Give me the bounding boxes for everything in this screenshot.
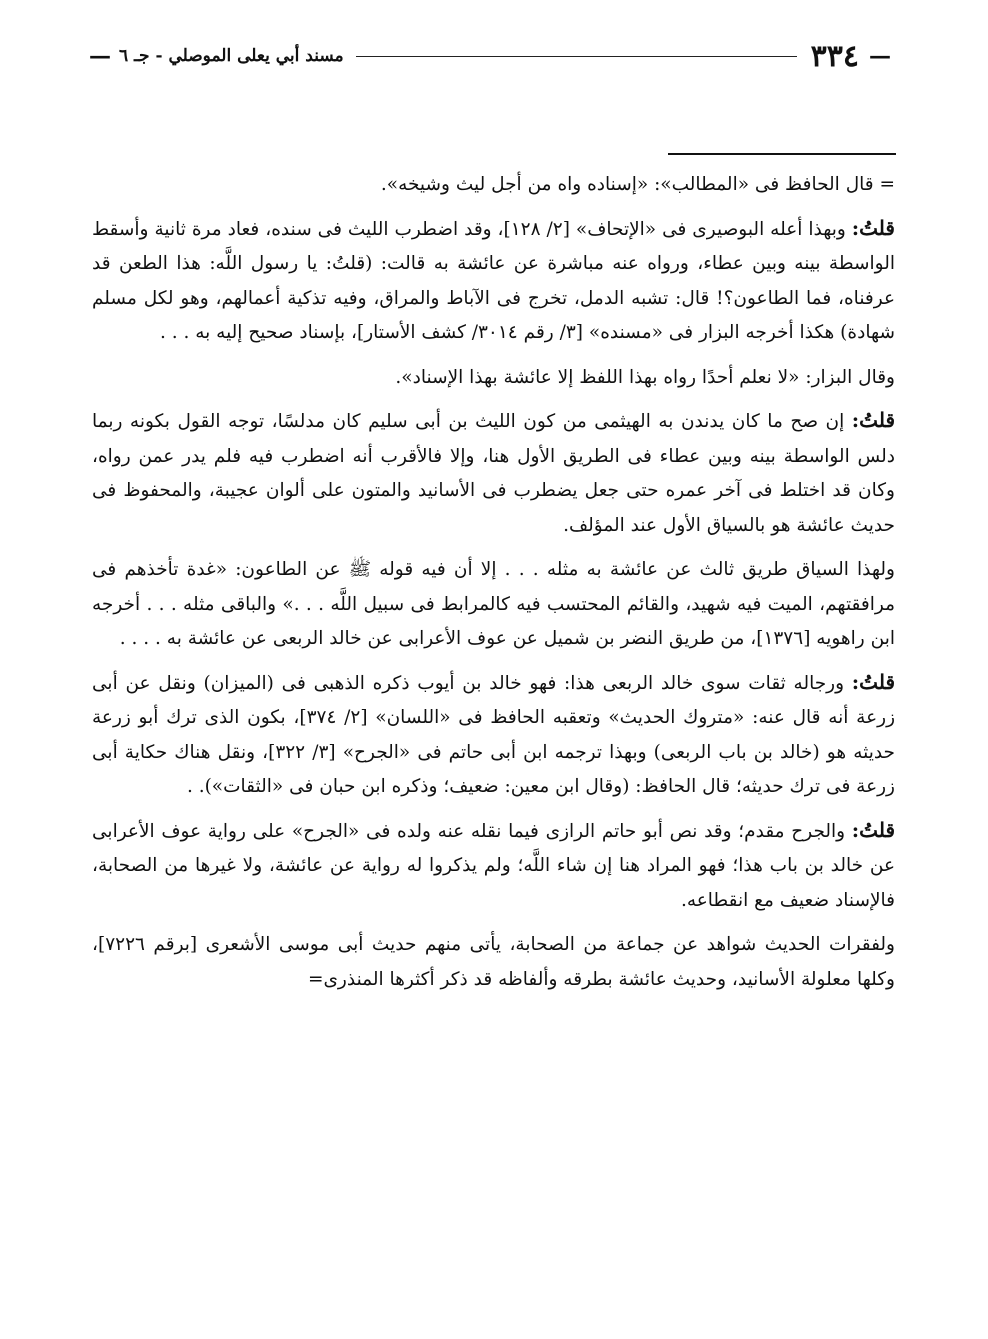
paragraph-keyword: قلتُ:	[851, 669, 895, 694]
paragraph-text: ورجاله ثقات سوى خالد الربعى هذا: فهو خالد بن أيوب ذكره الذهبى فى (الميزان) ونقل عن أبى زرعة أنه قال عنه: «متروك الحديث» وتعقبه الحافظ فى «اللسان» [٢/ ٣٧٤]، بكون الذى ترك أبو زرعة حديثه هو (خالد بن باب الربعى) وبهذا ترجمه ابن أبى حاتم فى «الجرح» [٣/ ٣٢٢]، ونقل هناك حكاية أبى زرعة فى ترك حديثه؛ قال الحافظ: (وقال ابن معين: ضعيف؛ وذكره ابن حبان فى «الثقات»). .	[92, 672, 896, 797]
paragraph	[92, 926, 895, 997]
running-header	[85, 36, 895, 76]
paragraph	[92, 359, 895, 396]
header-dash-end: —	[89, 43, 111, 69]
paragraph	[92, 403, 895, 543]
paragraph-text: وبهذا أعله البوصيرى فى «الإتحاف» [٢/ ١٢٨]، وقد اضطرب الليث فى سنده، فعاد مرة ثانية وأسقط الواسطة بينه وبين عطاء، ورواه عنه مباشرة عن عائشة به قالت: (قلتُ: يا رسول اللَّه: هذا الطعن قد عرفناه، فما الطاعون؟! قال: تشبه الدمل، تخرج فى الآباط والمراق، وفيه تذكية أعمالهم، وهو لكل مسلم شهادة) هكذا أخرجه البزار فى «مسنده» [٣/ رقم ٣٠١٤/ كشف الأستار]، بإسناد صحيح إليه به . . .	[92, 218, 895, 343]
paragraph-keyword: قلتُ:	[851, 817, 895, 842]
footnote-separator	[668, 153, 896, 155]
book-title: مسند أبي يعلى الموصلي - جـ ٦	[119, 46, 344, 66]
paragraph-keyword: قلتُ:	[851, 215, 895, 240]
paragraph	[92, 166, 895, 203]
paragraph-text: والجرح مقدم؛ وقد نص أبو حاتم الرازى فيما نقله عنه ولده فى «الجرح» على رواية عوف الأعرابى عن خالد بن باب هذا؛ فهو المراد هنا إن شاء اللَّه؛ ولم يذكروا له رواية عن عائشة، ولا غيرها من الصحابة، فالإسناد ضعيف مع انقطاعه.	[92, 820, 895, 911]
paragraph-keyword: قلتُ:	[851, 408, 895, 432]
paragraph	[92, 211, 895, 351]
paragraph-text: إن صح ما كان يدندن به الهيثمى من كون الليث بن أبى سليم كان مدلسًا، توجه القول بكونه ربما دلس الواسطة بينه وبين عطاء فى الطريق الأول هنا، وإلا فالأقرب أنه اضطرب فيه فلم يدر عمن رواه، وكان قد اختلط فى آخر عمره حتى جعل يضطرب فى الأسانيد والمتون على ألوان عجيبة، والمحفوظ فى حديث عائشة هو بالسياق الأول عند المؤلف.	[92, 411, 895, 536]
paragraph	[92, 665, 895, 805]
paragraph-text: ولهذا السياق طريق ثالث عن عائشة به مثله . . . إلا أن فيه قوله ﷺ عن الطاعون: «غدة تأخذهم فى مرافقتهم، الميت فيه شهيد، والقائم المحتسب فيه كالمرابط فى سبيل اللَّه . . .» والباقى مثله . . . أخرجه ابن راهويه [١٣٧٦]، من طريق النضر بن شميل عن عوف الأعرابى عن خالد الربعى عن عائشة به . . . .	[92, 559, 895, 649]
commentary-body	[92, 166, 895, 1005]
paragraph-text: = قال الحافظ فى «المطالب»: «إسناده واه من أجل ليث وشيخه».	[380, 174, 895, 195]
page-number: ٣٣٤	[810, 38, 859, 74]
paragraph	[92, 551, 895, 657]
paragraph	[92, 813, 895, 919]
header-rule	[356, 56, 797, 57]
paragraph-text: وقال البزار: «لا نعلم أحدًا رواه بهذا اللفظ إلا عائشة بهذا الإسناد».	[395, 366, 895, 388]
paragraph-text: ولفقرات الحديث شواهد عن جماعة من الصحابة، يأتى منهم حديث أبى موسى الأشعرى [برقم ٧٢٢٦]، وكلها معلولة الأسانيد، وحديث عائشة بطرقه وألفاظه قد ذكر أكثرها المنذرى=	[92, 934, 895, 990]
header-dash-start: —	[869, 43, 891, 69]
